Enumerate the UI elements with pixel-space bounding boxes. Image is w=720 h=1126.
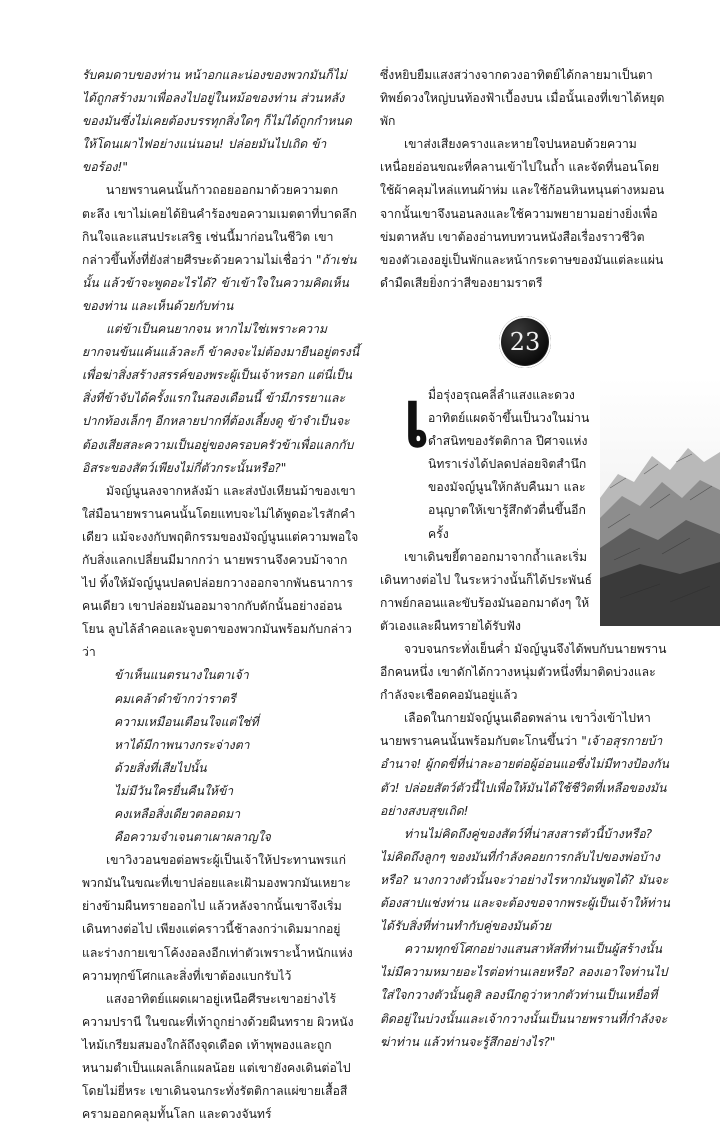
poem-line: ด้วยสิ่งที่เสียไปนั้น — [114, 760, 207, 775]
poem-line: คงเหลือสิ่งเดียวตลอดมา — [114, 807, 241, 821]
left-paragraph-3: แต่ข้าเป็นคนยากจน หากไม่ใช่เพราะความยากจนข้นแค้นแล้วละก็ ข้าคงจะไม่ต้องมายืนอยู่ตรงนี้เพื่อฆ่าสิ่งสร้างสรรค์ของพระผู้เป็นเจ้าหรอก แต่นี่เป็นสิ่งที่ข้าจับได้ครั้งแรกในสองเดือนนี้ ข้ามีภรรยาและปากท้องเล็กๆ อีกหลายปากที่ต้องเลี้ยงดู ข้าจำเป็นจะต้องเสียสละความเป็นอยู่ของครอบครัวข้าเพื่อแลกกับอิสระของสัตว์เพียงไม่กี่ตัวกระนั้นหรือ?" — [82, 322, 360, 475]
poem-line: คมเคล้าดำข้ากว่าราตรี — [114, 691, 236, 706]
poem-line: ความเหมือนเตือนใจแต่ใช่ที่ — [114, 714, 259, 729]
left-paragraph-1: รับคมดาบของท่าน หน้าอกและน่องของพวกมันก็ไม่ได้ถูกสร้างมาเพื่อลงไปอยู่ในหม้อของท่าน ส่วนหลังของมันซึ่งไม่เคยต้องบรรทุกสิ่งใดๆ ก็ไม่ได้ถูกกำหนดให้โดนเผาไฟอย่างแน่นอน! ปล่อยมันไปเถิด ข้าขอร้อง!" — [82, 68, 352, 175]
chapter-number-badge: 23 — [499, 316, 551, 368]
right-paragraph-6: ท่านไม่คิดถึงคู่ของสัตว์ที่น่าสงสารตัวนี้บ้างหรือ? ไม่คิดถึงลูกๆ ของมันที่กำลังคอยการกลับไปของพ่อบ้างหรือ? นางกวางตัวนั้นจะว่าอย่างไรหากมันพูดได้? มันจะต้องสาปแช่งท่าน และจะต้องขอจากพระผู้เป็นเจ้าให้ท่านได้รับสิ่งที่ท่านทำกับคู่ของมันด้วย — [380, 826, 670, 934]
chapter-opening — [380, 384, 598, 546]
left-paragraph-2 — [82, 179, 360, 318]
poem-line: หาได้มีกาพนางกระจ่างตา — [114, 737, 250, 752]
right-paragraph-5-text: เลือดในกายมัจญ์นูนเดือดพล่าน เขาวิ่งเข้าไปหานายพรานคนนั้นพร้อมกับตะโกนขึ้นว่า — [380, 711, 651, 749]
left-paragraph-2-text: นายพรานคนนั้นก้าวถอยออกมาด้วยความตกตะลึง เขาไม่เคยได้ยินคำร้องขอความเมตตาที่บาดลึกกินใจและแสนประเสริฐ เช่นนี้มาก่อนในชีวิต เขากล่าวขึ้นทั้งที่ยังส่ายศีรษะด้วยความไม่เชื่อว่า — [82, 183, 357, 267]
right-paragraph-3: เขาเดินขยี้ตาออกมาจากถ้ำและเริ่มเดินทางต่อไป ในระหว่างนั้นก็ได้ประพันธ์กาพย์กลอนและขับร้องมันออกมาดังๆ ให้ตัวเองและผืนทรายได้รับฟัง — [380, 550, 592, 634]
left-paragraph-2-quote: "ถ้าเช่นนั้น แล้วข้าจะพูดอะไรได้? ข้าเข้าใจในความคิดเห็นของท่าน และเห็นด้วยกับท่าน — [82, 252, 357, 313]
poem-line: ข้าเห็นแนตรนางในตาเจ้า — [114, 668, 249, 683]
right-column-top — [380, 64, 666, 295]
chapter-opening-paragraph: มื่อรุ่งอรุณคลี่ลำแสงและดวงอาทิตย์แผดจ้าขึ้นเป็นวงในม่านดำสนิทของรัตติกาล ปีศาจแห่งนิทราเร่งได้ปลดปล่อยจิตสำนึกของมัจญ์นูนให้กลับคืนมา และอนุญาตให้เขารู้สึกตัวตื่นขึ้นอีกครั้ง — [428, 388, 590, 541]
left-paragraph-4: มัจญ์นูนลงจากหลังม้า และส่งบังเหียนม้าของเขาใส่มือนายพรานคนนั้นโดยแทบจะไม่ได้พูดอะไรสักคำเดียว แม้จะงงกับพฤติกรรมของมัจญ์นูนแต่ความพอใจกับสิ่งแลกเปลี่ยนมีมากกว่า นายพรานจึงควบม้าจากไป ทิ้งให้มัจญ์นูนปลดปล่อยกวางออกจากพันธนาการคนเดียว เขาปล่อยมันออมาจากกับดักนั้นอย่างอ่อนโยน ลูบไล้ลำคอและจูบตาของพวกมันพร้อมกับกล่าวว่า — [82, 483, 359, 660]
mountain-sketch-icon — [600, 378, 720, 626]
right-paragraph-5 — [380, 707, 670, 822]
right-paragraph-1: ซึ่งหยิบยืมแสงสว่างจากดวงอาทิตย์ได้กลายมาเป็นตาทิพย์ดวงใหญ่บนท้องฟ้าเบื้องบน เมื่อนั้นเองที่เขาได้หยุดพัก — [380, 68, 665, 129]
right-paragraph-5-quote: "เจ้าอสุรกายบ้าอำนาจ! ผู้กดขี่ที่น่าละอายต่อผู้อ่อนแอซึ่งไม่มีทางป้องกันตัว! ปล่อยสัตว์ตัวนี้ไปเพื่อให้มันได้ใช้ชีวิตที่เหลือของมันอย่างสงบสุขเถิด! — [380, 734, 670, 818]
drop-cap-letter: เ — [403, 374, 430, 465]
poem-block — [82, 664, 360, 849]
right-paragraph-4: จวบจนกระทั่งเย็นค่ำ มัจญ์นูนจึงได้พบกับนายพรานอีกคนหนึ่ง เขาดักได้กวางหนุ่มตัวหนึ่งที่มาติดบ่วงและกำลังจะเชือดคอมันอยู่แล้ว — [380, 642, 667, 703]
poem-line: ไม่มีวันใครยื่นคืนให้ข้า — [114, 783, 234, 798]
left-paragraph-5: เขาวิงวอนขอต่อพระผู้เป็นเจ้าให้ประทานพรแก่พวกมันในขณะที่เขาปล่อยและเฝ้ามองพวกมันเหยาะย่างข้ามผืนทรายออกไป แล้วหลังจากนั้นเขาจึงเริ่มเดินทางต่อไป เพียงแต่คราวนี้ช้าลงกว่าเดิมมากอยู่ และร่างกายเขาโค้งงอลงอีกเท่าตัวเพราะน้ำหนักแห่งความทุกข์โศกและสิ่งที่เขาต้องแบกรับไว้ — [82, 853, 353, 983]
desert-mountain-illustration — [600, 378, 720, 626]
right-paragraph-7: ความทุกข์โศกอย่างแสนสาหัสที่ท่านเป็นผู้สร้างนั้นไม่มีความหมายอะไรต่อท่านเลยหรือ? ลองเอาใจท่านไปใส่ใจกวางตัวนั้นดูสิ ลองนึกดูว่าหากตัวท่านเป็นเหยื่อที่ติดอยู่ในบ่วงนั้นและเจ้ากวางนั้นเป็นนายพรานที่กำลังจะฆ่าท่าน แล้วท่านจะรู้สึกอย่างไร?" — [380, 942, 668, 1049]
poem-line: คือความจำเจนตาเผาผลาญใจ — [114, 830, 271, 845]
chapter-paragraphs — [380, 546, 598, 638]
left-paragraph-6: แสงอาทิตย์แผดเผาอยู่เหนือศีรษะเขาอย่างไร้ความปรานี ในขณะที่เท้าถูกย่างด้วยผืนทราย ผิวหนังไหม้เกรียมสมองใกล้ถึงจุดเดือด เท้าพุพองและถูกหนามตำเป็นแผลเล็กแผลน้อย แต่เขายังคงเดินต่อไปโดยไม่ยี่หระ เขาเดินจนกระทั่งรัตติกาลแผ่ขายเสื้อสีครามออกคลุมทั้นโลก และดวงจันทร์ — [82, 991, 354, 1122]
left-column — [82, 64, 360, 1126]
right-paragraph-2: เขาส่งเสียงครางและหายใจปนหอบด้วยความเหนื่อยอ่อนขณะที่คลานเข้าไปในถ้ำ และจัดที่นอนโดยใช้ผ้าคลุมไหล่แทนผ้าห่ม และใช้ก้อนหินหนุนต่างหมอน จากนั้นเขาจึงนอนลงและใช้ความพยายามอย่างยิ่งเพื่อข่มตาหลับ เขาต้องอ่านทบทวนหนังสือเรื่องราวชีวิตของตัวเองอยู่เป็นพักและหน้ากระดาษของมันแต่ละแผ่นดำมืดเสียยิ่งกว่าสีของยามราตรี — [380, 137, 665, 290]
right-column-lower — [380, 638, 670, 1054]
